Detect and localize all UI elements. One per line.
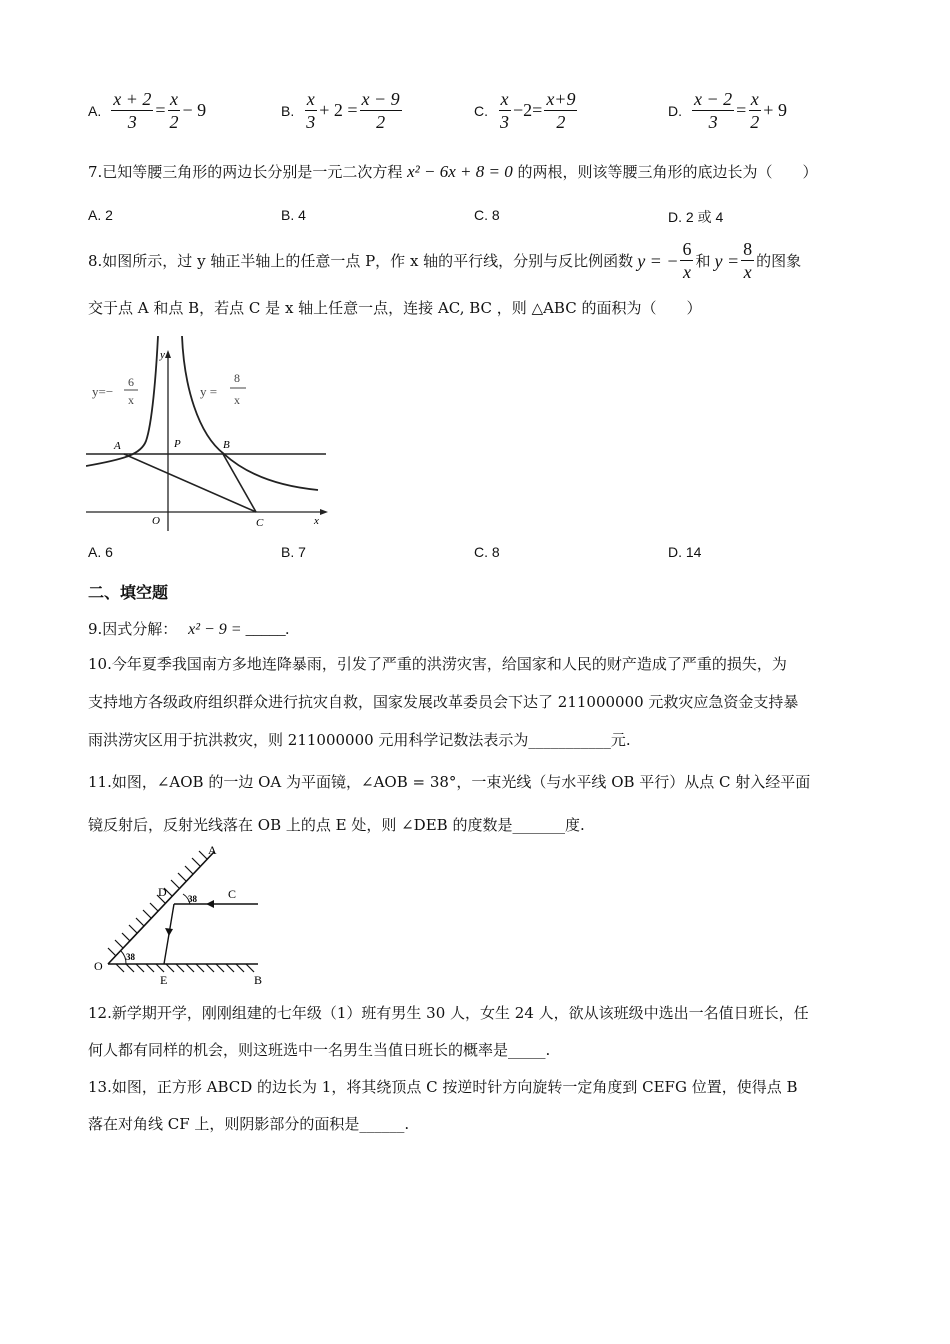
- question-11-line-1: 11.如图，∠AOB 的一边 OA 为平面镜，∠AOB = 38°，一束光线（与水平线 OB 平行）从点 C 射入经平面: [88, 773, 811, 791]
- q7-text-end: 的两根，则该等腰三角形的底边长为（ ）: [517, 163, 818, 181]
- fraction-denominator: x: [743, 262, 752, 282]
- q11-label-d: D: [158, 885, 167, 899]
- fraction-denominator: 2: [169, 112, 179, 132]
- q8-point-c: C: [256, 517, 264, 529]
- q8-label-f2-num: 8: [234, 371, 240, 385]
- option-label: D.: [668, 102, 682, 119]
- q8-option-a: A. 6: [88, 544, 113, 560]
- fraction-denominator: 2: [750, 112, 760, 132]
- q11-label-c: C: [228, 887, 237, 901]
- q11-mirror-oa: [108, 852, 214, 964]
- q8-point-b: B: [223, 439, 230, 451]
- q11-label-b: B: [254, 973, 263, 986]
- question-12-line-1: 12.新学期开学，刚刚组建的七年级（1）班有男生 30 人，女生 24 人，欲从该班级中选出一名值日班长，任: [88, 1004, 809, 1022]
- question-10-line-3: 雨洪涝灾区用于抗洪救灾，则 211000000 元用科学记数法表示为___________元.: [88, 731, 631, 749]
- fraction-denominator: 3: [127, 112, 137, 132]
- option-label: A.: [88, 102, 102, 119]
- question-12-line-2: 何人都有同样的机会，则这班选中一名男生当值日班长的概率是_____.: [88, 1041, 551, 1059]
- q8-function-2-prefix: y =: [714, 250, 740, 271]
- question-11-line-2: 镜反射后，反射光线落在 OB 上的点 E 处，则 ∠DEB 的度数是_______度.: [88, 816, 585, 834]
- q11-label-a: A: [208, 844, 217, 857]
- q11-angle-label-o: 38: [126, 952, 135, 962]
- q8-label-f2-left: y =: [200, 384, 218, 399]
- q8-point-o: O: [152, 515, 160, 527]
- question-8-line-1: [88, 238, 801, 283]
- q7-option-a: A. 2: [88, 207, 113, 223]
- q8-y-axis-arrow: [165, 350, 171, 358]
- question-13-line-2: 落在对角线 CF 上，则阴影部分的面积是______.: [88, 1115, 410, 1133]
- fraction-denominator: 3: [306, 112, 316, 132]
- q8-x-axis-label: x: [314, 515, 319, 527]
- question-8-line-2: 交于点 A 和点 B，若点 C 是 x 轴上任意一点，连接 AC, BC ，则 △ABC 的面积为（ ）: [88, 299, 702, 317]
- q11-label-o: O: [94, 959, 103, 973]
- q8-figure: [86, 336, 336, 536]
- q8-x-axis-arrow: [320, 509, 328, 515]
- question-10-line-1: 10.今年夏季我国南方多地连降暴雨，引发了严重的洪涝灾害，给国家和人民的财产造成了严重的损失，为: [88, 655, 787, 673]
- q8-text-start: 8.如图所示，过 y 轴正半轴上的任意一点 P，作 x 轴的平行线，分别与反比例函数: [88, 251, 634, 270]
- equation-operator: =: [736, 100, 747, 120]
- question-10-line-2: 支持地方各级政府组织群众进行抗灾自救，国家发展改革委员会下达了 211000000 元救灾应急资金支持暴: [88, 693, 799, 711]
- q8-segment-bc: [223, 454, 256, 512]
- equation-operator: + 2 =: [319, 100, 358, 120]
- fraction-denominator: 3: [500, 112, 509, 132]
- q8-label-f1-num: 6: [128, 375, 134, 389]
- option-label: C.: [474, 102, 488, 119]
- q8-curve-negative: [86, 336, 158, 466]
- question-7: [88, 162, 818, 182]
- q11-angle-label-d: 38: [188, 894, 197, 904]
- q8-curve-positive: [182, 336, 318, 490]
- q7-option-c: C. 8: [474, 207, 500, 223]
- fraction-numerator: x − 9: [361, 89, 400, 109]
- q7-option-d: D. 2 或 4: [668, 209, 724, 225]
- q6-option-d: [668, 88, 787, 133]
- section-heading-fill-blank: 二、填空题: [88, 583, 169, 602]
- q8-label-f2-den: x: [234, 393, 240, 407]
- q9-expression: x² − 9 = _____.: [188, 621, 290, 638]
- q11-ray-cd-arrow: [206, 900, 214, 908]
- q8-text-end: 的图象: [756, 251, 802, 270]
- q8-option-c: C. 8: [474, 544, 500, 560]
- fraction-denominator: 2: [556, 112, 566, 132]
- fraction-numerator: x: [306, 89, 315, 109]
- fraction-numerator: x − 2: [694, 89, 733, 109]
- q7-equation: x² − 6x + 8 = 0: [407, 162, 513, 181]
- q6-option-b: [281, 88, 404, 133]
- fraction-numerator: x: [500, 89, 509, 109]
- fraction-denominator: x: [682, 262, 691, 282]
- fraction-numerator: x: [170, 89, 179, 109]
- q11-label-e: E: [160, 973, 168, 986]
- fraction-denominator: 2: [376, 112, 386, 132]
- fraction-numerator: x + 2: [113, 89, 152, 109]
- q8-option-d: D. 14: [668, 544, 702, 560]
- question-13-line-1: 13.如图，正方形 ABCD 的边长为 1，将其绕顶点 C 按逆时针方向旋转一定角度到 CEFG 位置，使得点 B: [88, 1078, 798, 1096]
- fraction-numerator: x: [750, 89, 759, 109]
- q7-option-b: B. 4: [281, 207, 306, 223]
- fraction-numerator: 8: [743, 239, 753, 259]
- q9-text: 9.因式分解：: [88, 620, 178, 638]
- q8-option-b: B. 7: [281, 544, 306, 560]
- q8-point-a: A: [114, 440, 121, 452]
- q6-option-c: [474, 88, 579, 133]
- q8-point-p: P: [174, 438, 181, 450]
- fraction-numerator: 6: [682, 239, 692, 259]
- equation-tail: + 9: [763, 100, 787, 120]
- q8-label-f1-left: y=−: [92, 384, 114, 399]
- equation-operator: −2=: [513, 100, 543, 120]
- equation-tail: − 9: [182, 100, 207, 120]
- equation-operator: =: [155, 100, 166, 120]
- fraction-denominator: 3: [708, 112, 718, 132]
- q8-y-axis-label: y: [160, 349, 165, 361]
- q8-label-f1-den: x: [128, 393, 134, 407]
- q7-text-start: 7.已知等腰三角形的两边长分别是一元二次方程: [88, 163, 403, 181]
- q8-and: 和: [695, 251, 711, 270]
- q6-option-a: [88, 88, 206, 133]
- q8-function-1-prefix: y = −: [637, 250, 679, 271]
- fraction-numerator: x+9: [546, 89, 576, 109]
- q11-figure: [86, 844, 276, 986]
- question-9: [88, 619, 290, 640]
- q11-ray-de-arrow: [165, 928, 173, 936]
- option-label: B.: [281, 102, 295, 119]
- q11-ground-hatching: [116, 964, 254, 972]
